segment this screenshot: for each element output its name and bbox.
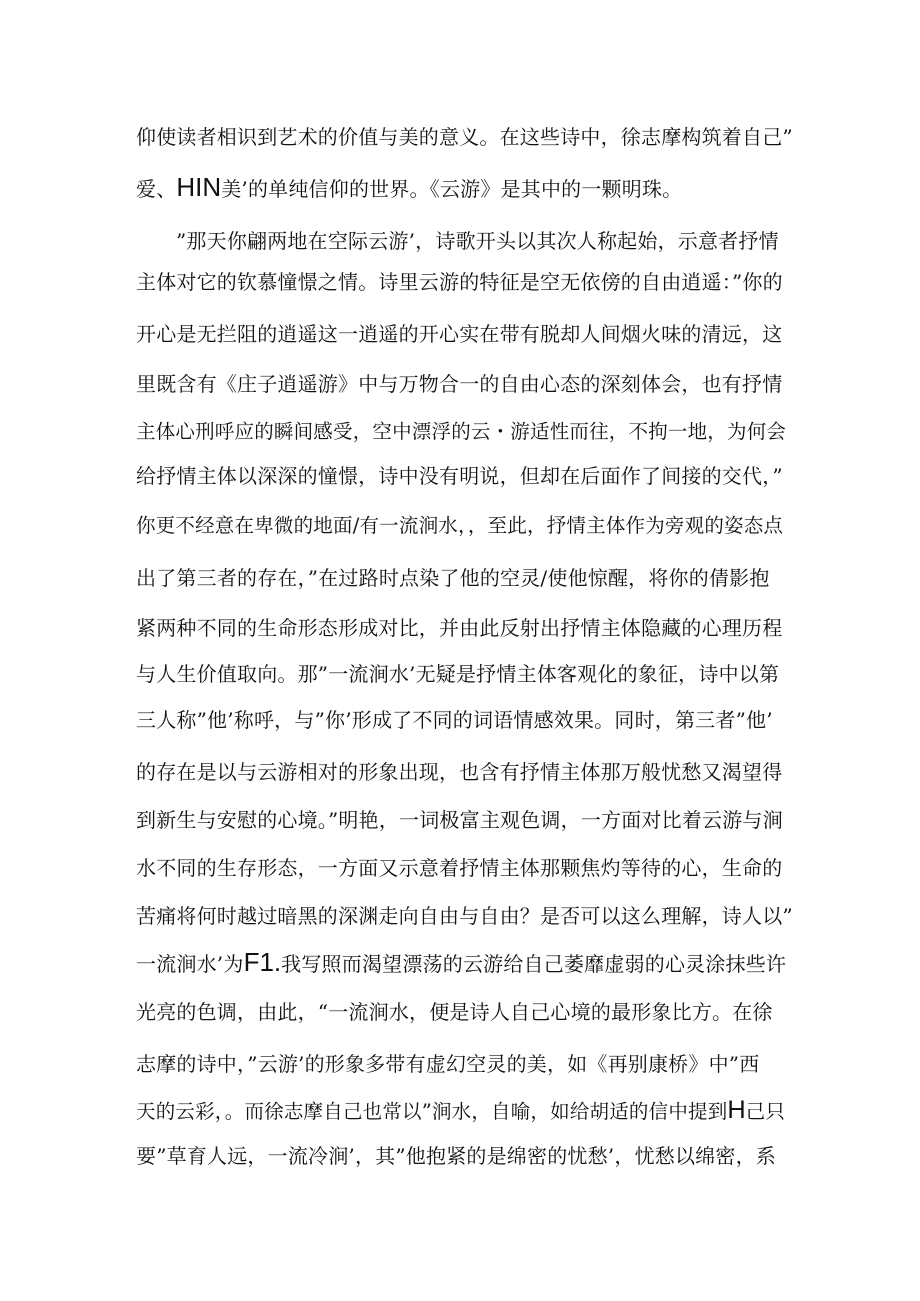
text-span: 光亮的色调，由此，“一流涧水，便是诗人自己心境的最形象比方。在徐 [136, 1000, 773, 1024]
text-span: 我写照而渴望漂荡的云游给自己萎靡虚弱的心灵涂抹些许 [281, 952, 787, 976]
text-line [136, 320, 796, 348]
text-line [136, 1142, 796, 1170]
text-span: 的存在是以与云游相对的形象出现，也含有抒情主体那万般忧愁又渴望得 [136, 760, 783, 784]
text-span: 里既含有《庄子逍遥游》中与万物合一的自由心态的深刻体会，也有抒情 [136, 372, 783, 396]
text-line [136, 173, 796, 203]
text-line [136, 1096, 796, 1126]
text-span: 苦痛将何时越过暗黑的深渊走向自由与自由？是否可以这么理解，诗人以” [136, 904, 793, 928]
text-span: 仰使读者相识到艺术的价值与美的意义。在这些诗中，徐志摩构筑着自己” [136, 125, 793, 149]
text-span: 与人生价值取向。那”一流涧水’无疑是抒情主体客观化的象征，诗中以第 [136, 662, 780, 686]
garbled-text: H [727, 1096, 746, 1124]
text-line [136, 512, 796, 540]
text-span: 紧两种不同的生命形态形成对比，并由此反射出抒情主体隐藏的心理历程 [136, 616, 783, 640]
text-line [136, 614, 796, 642]
text-span: 要”草育人远，一流冷涧’，其”他抱紧的是绵密的忧愁’，忧愁以绵密，系 [136, 1144, 776, 1168]
text-line [176, 227, 796, 255]
text-line [136, 462, 796, 490]
text-span: 水不同的生存形态，一方面又示意着抒情主体那颗焦灼等待的心，生命的 [136, 856, 783, 880]
text-line [136, 268, 796, 296]
garbled-text: F1. [243, 947, 282, 977]
text-span: 给抒情主体以深深的憧憬，诗中没有明说，但却在后面作了间接的交代，” [136, 464, 783, 488]
text-line [136, 948, 796, 978]
text-span: 志摩的诗中，”云游’的形象多带有虚幻空灵的美，如《再别康桥》中”西 [136, 1052, 760, 1076]
text-span: 美’的单纯信仰的世界。《云游》是其中的一颗明珠。 [221, 177, 683, 201]
text-line [136, 854, 796, 882]
text-line [136, 564, 796, 592]
text-line [136, 998, 796, 1026]
text-span: 一流涧水’为 [136, 952, 244, 976]
text-line [136, 758, 796, 786]
text-span: 开心是无拦阻的逍遥这一逍遥的开心实在带有脱却人间烟火味的清远，这 [136, 322, 783, 346]
text-span: 爱、 [136, 177, 177, 201]
text-span: 主体心刑呼应的瞬间感受，空中漂浮的云・游适性而往，不拘一地，为何会 [136, 420, 787, 443]
text-line [136, 660, 796, 688]
garbled-text: HIN [176, 172, 222, 202]
text-line [136, 418, 796, 446]
text-line [136, 370, 796, 398]
text-span: 己只 [745, 1100, 786, 1123]
text-span: 主体对它的钦慕憧憬之情。诗里云游的特征是空无依傍的自由逍遥：”你的 [136, 270, 783, 294]
text-line [136, 706, 796, 734]
text-line [136, 902, 796, 930]
text-line [136, 1050, 796, 1078]
text-span: 出了第三者的存在，”在过路时点染了他的空灵/使他惊醒，将你的倩影抱 [136, 566, 770, 590]
text-span: 你更不经意在卑微的地面/有一流涧水，，至此，抒情主体作为旁观的姿态点 [136, 514, 784, 537]
text-span: 三人称”他’称呼，与”你’形成了不同的词语情感效果。同时，第三者”他’ [136, 708, 773, 732]
text-span: 到新生与安慰的心境。”明艳，一词极富主观色调，一方面对比着云游与涧 [136, 808, 783, 832]
text-line [136, 123, 796, 151]
text-span: ”那天你翩两地在空际云游’，诗歌开头以其次人称起始，示意者抒情 [176, 229, 779, 253]
text-line [136, 806, 796, 834]
text-span: 天的云彩，。而徐志摩自己也常以”涧水，自喻，如给胡适的信中提到 [136, 1100, 728, 1123]
